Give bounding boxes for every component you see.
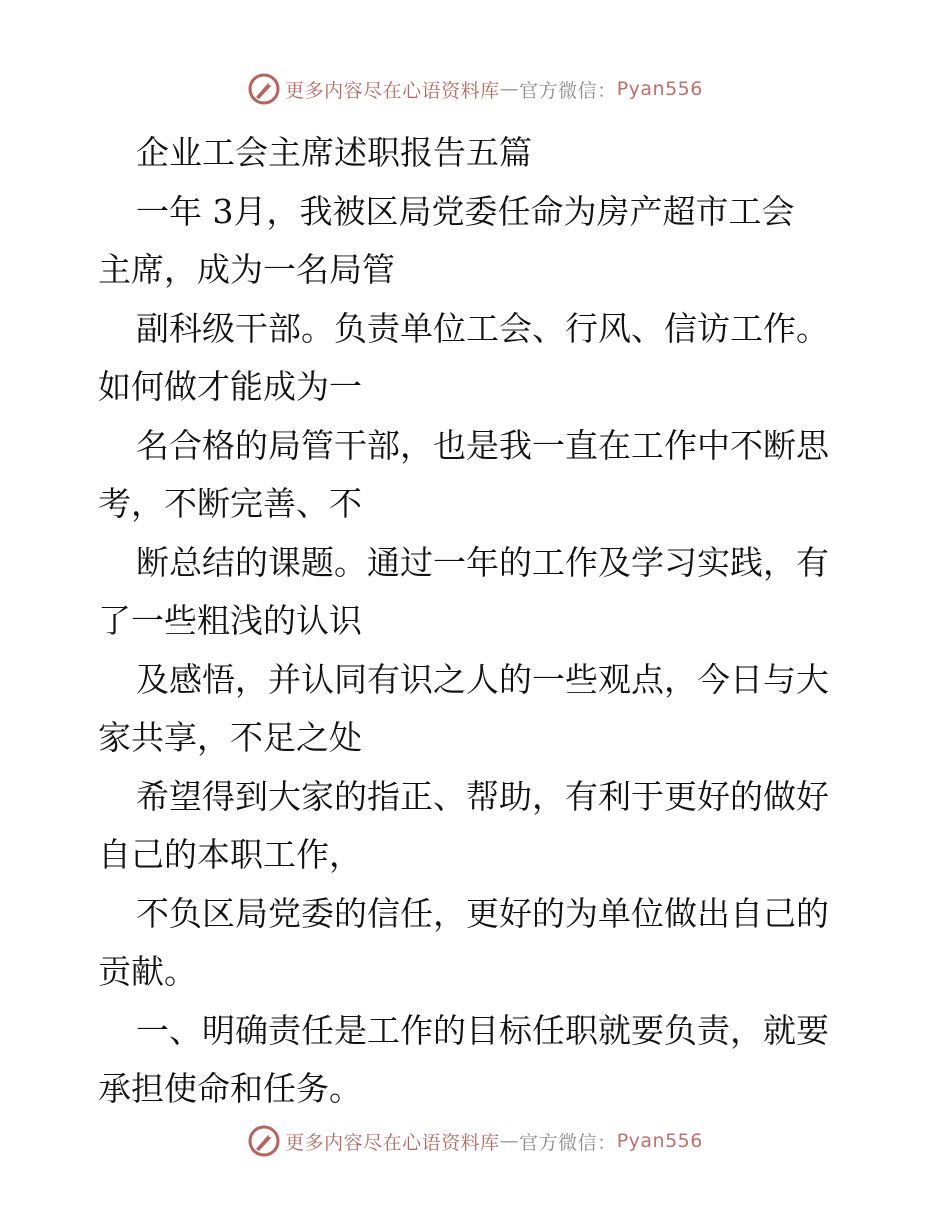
document-line: 了一些粗浅的认识 [98,601,362,640]
document-line: 主席，成为一名局管 [98,250,395,289]
pen-nib-logo-icon [247,1124,281,1158]
document-line: 不负区局党委的信任，更好的为单位做出自己的 [136,893,829,933]
document-line: 一、明确责任是工作的目标任职就要负责，就要 [136,1010,829,1050]
document-line: 断总结的课题。通过一年的工作及学习实践，有 [136,542,829,582]
watermark-separator: — [499,1130,520,1152]
document-line: 考，不断完善、不 [98,484,362,523]
document-line: 如何做才能成为一 [98,367,362,406]
document-line: 自己的本职工作， [98,835,362,874]
watermark-brand-text: 官方微信： [519,1131,617,1154]
watermark-brand-text: 官方微信： [519,79,617,102]
document-line: 一年 3月，我被区局党委任命为房产超市工会 [136,191,795,231]
watermark-main-text: 更多内容尽在心语资料库 [285,79,500,102]
pen-nib-logo-icon [247,72,281,106]
document-body [98,124,858,1119]
document-line: 名合格的局管干部，也是我一直在工作中不断思 [136,425,829,465]
document-line: 希望得到大家的指正、帮助，有利于更好的做好 [136,776,829,816]
document-line: 贡献。 [98,952,197,991]
watermark-main-text: 更多内容尽在心语资料库 [285,1131,500,1154]
document-line: 及感悟，并认同有识之人的一些观点，今日与大 [136,659,829,699]
document-line: 家共享，不足之处 [98,718,362,757]
watermark-id-text: Pyan556 [616,78,703,100]
watermark-separator: — [499,78,520,100]
header-watermark [0,72,950,106]
footer-watermark [0,1124,950,1158]
watermark-id-text: Pyan556 [616,1130,703,1152]
document-title: 企业工会主席述职报告五篇 [136,133,532,172]
document-line: 副科级干部。负责单位工会、行风、信访工作。 [136,308,829,348]
document-line: 承担使命和任务。 [98,1069,362,1108]
